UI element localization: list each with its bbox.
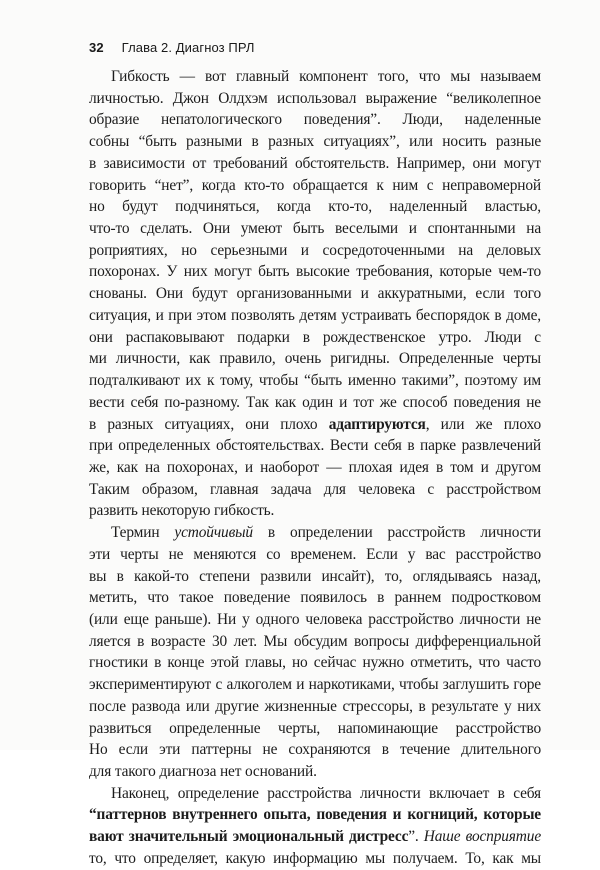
text-line: [89, 566, 541, 588]
text-run: развиться определенные черты, напоминающие расстройство: [89, 719, 541, 737]
text-run: собны “быть разными в разных ситуациях”, или носить разные: [89, 133, 541, 151]
text-line: [89, 761, 541, 783]
text-line: [89, 283, 541, 305]
text-line: [89, 305, 541, 327]
text-run: эти черты не меняются со временем. Если у вас расстройство: [89, 545, 541, 563]
text-run: Но если эти паттерны не сохраняются в течение длительного: [89, 741, 541, 759]
text-line: [89, 370, 541, 392]
text-line: [89, 196, 541, 218]
text-run: (или еще раньше). Ни у одного человека расстройство личности не: [89, 610, 541, 628]
text-line: [89, 457, 541, 479]
text-line: [89, 153, 541, 175]
text-run: говорить “нет”, когда кто-то обращается к ним с неправомерной: [89, 176, 541, 194]
text-line: [89, 696, 541, 718]
italic-text: устойчивый: [174, 524, 253, 542]
text-line: [89, 261, 541, 283]
text-run: для такого диагноза нет оснований.: [89, 763, 317, 780]
text-run: подталкивают их к тому, чтобы “быть именно такими”, поэтому им: [89, 372, 541, 390]
text-run: снованы. Они будут организованными и аккуратными, если того: [89, 285, 541, 303]
text-run: гностики в конце этой главы, но сейчас нужно отметить, что часто: [89, 654, 541, 672]
text-run: ми личности, как правило, очень ригидны. Определенные черты: [89, 350, 541, 368]
text-line: [89, 609, 541, 631]
text-line: [89, 783, 541, 805]
text-line: [89, 66, 541, 88]
text-run: Термин: [111, 524, 175, 542]
text-line: [89, 327, 541, 349]
text-run: же, как на похоронах, и наоборот — плохая идея в том и другом: [89, 458, 541, 476]
text-run: но будут подчиняться, когда кто-то, наделенный властью,: [89, 198, 541, 216]
text-line: [89, 131, 541, 153]
text-run: Гибкость — вот главный компонент того, что мы называем: [111, 68, 541, 85]
bold-text: адаптируются: [328, 415, 426, 433]
text-line: [89, 652, 541, 674]
text-line: [89, 826, 541, 848]
text-line: [89, 522, 541, 544]
text-line: [89, 674, 541, 696]
text-line: [89, 500, 541, 522]
text-run: вести себя по-разному. Так как один и тот же способ поведения не: [89, 393, 541, 411]
text-line: [89, 414, 541, 436]
text-run: похоронах. У них могут быть высокие требования, которые чем-то: [89, 263, 541, 281]
text-line: [89, 631, 541, 653]
text-line: [89, 718, 541, 740]
text-line: [89, 848, 541, 870]
text-run: личностью. Джон Олдхэм использовал выражение “великолепное: [89, 89, 541, 107]
text-run: Наконец, определение расстройства личности включает в себя: [111, 784, 541, 802]
text-line: [89, 218, 541, 240]
text-line: [89, 348, 541, 370]
text-line: [89, 804, 541, 826]
text-run: Таким образом, главная задача для человека с расстройством: [89, 480, 541, 498]
text-run: после развода или другие жизненные стрессоры, в результате у них: [89, 697, 541, 715]
text-run: ”.: [408, 828, 424, 846]
text-run: метить, что такое поведение появилось в раннем подростковом: [89, 589, 541, 607]
italic-text: Наше восприятие: [423, 828, 541, 846]
body-text: [89, 66, 541, 870]
text-run: в разных ситуациях, они плохо: [89, 415, 329, 433]
text-line: [89, 109, 541, 131]
text-run: вы в какой-то степени развили инсайт), то, оглядываясь назад,: [89, 567, 541, 585]
running-head: [89, 40, 255, 55]
text-run: экспериментируют с алкоголем и наркотиками, чтобы заглушить горе: [89, 676, 541, 694]
text-line: [89, 739, 541, 761]
text-run: то, что определяет, какую информацию мы получаем. То, как мы: [89, 849, 541, 867]
text-run: при определенных обстоятельствах. Вести себя в парке развлечений: [89, 437, 541, 455]
text-line: [89, 240, 541, 262]
text-run: в определении расстройств личности: [267, 524, 541, 542]
text-line: [89, 435, 541, 457]
text-run: они распаковывают подарки в рождественское утро. Люди с: [89, 328, 541, 346]
chapter-title: Глава 2. Диагноз ПРЛ: [121, 40, 255, 55]
page-number: 32: [89, 40, 104, 55]
text-line: [89, 544, 541, 566]
bold-text: “паттернов внутреннего опыта, поведения и когниций, которые: [89, 806, 541, 824]
text-run: ситуация, и при этом позволять детям устраивать беспорядок в доме,: [89, 306, 541, 324]
text-run: в зависимости от требований обстоятельств. Например, они могут: [89, 154, 541, 172]
bold-text: вают значительный эмоциональный дистресс: [89, 828, 409, 846]
text-run: образие непатологического поведения”. Люди, наделенные: [89, 111, 541, 129]
text-line: [89, 88, 541, 110]
text-line: [89, 175, 541, 197]
text-run: что-то сделать. Они умеют быть веселыми и спонтанными на: [89, 220, 541, 238]
text-run: развить некоторую гибкость.: [89, 502, 275, 520]
text-line: [89, 479, 541, 501]
text-run: , или же плохо: [425, 415, 541, 433]
text-line: [89, 587, 541, 609]
text-run: роприятиях, но серьезными и сосредоточенными на деловых: [89, 241, 541, 259]
text-line: [89, 392, 541, 414]
text-run: ляется в возрасте 30 лет. Мы обсудим вопросы дифференциальной: [89, 632, 541, 650]
